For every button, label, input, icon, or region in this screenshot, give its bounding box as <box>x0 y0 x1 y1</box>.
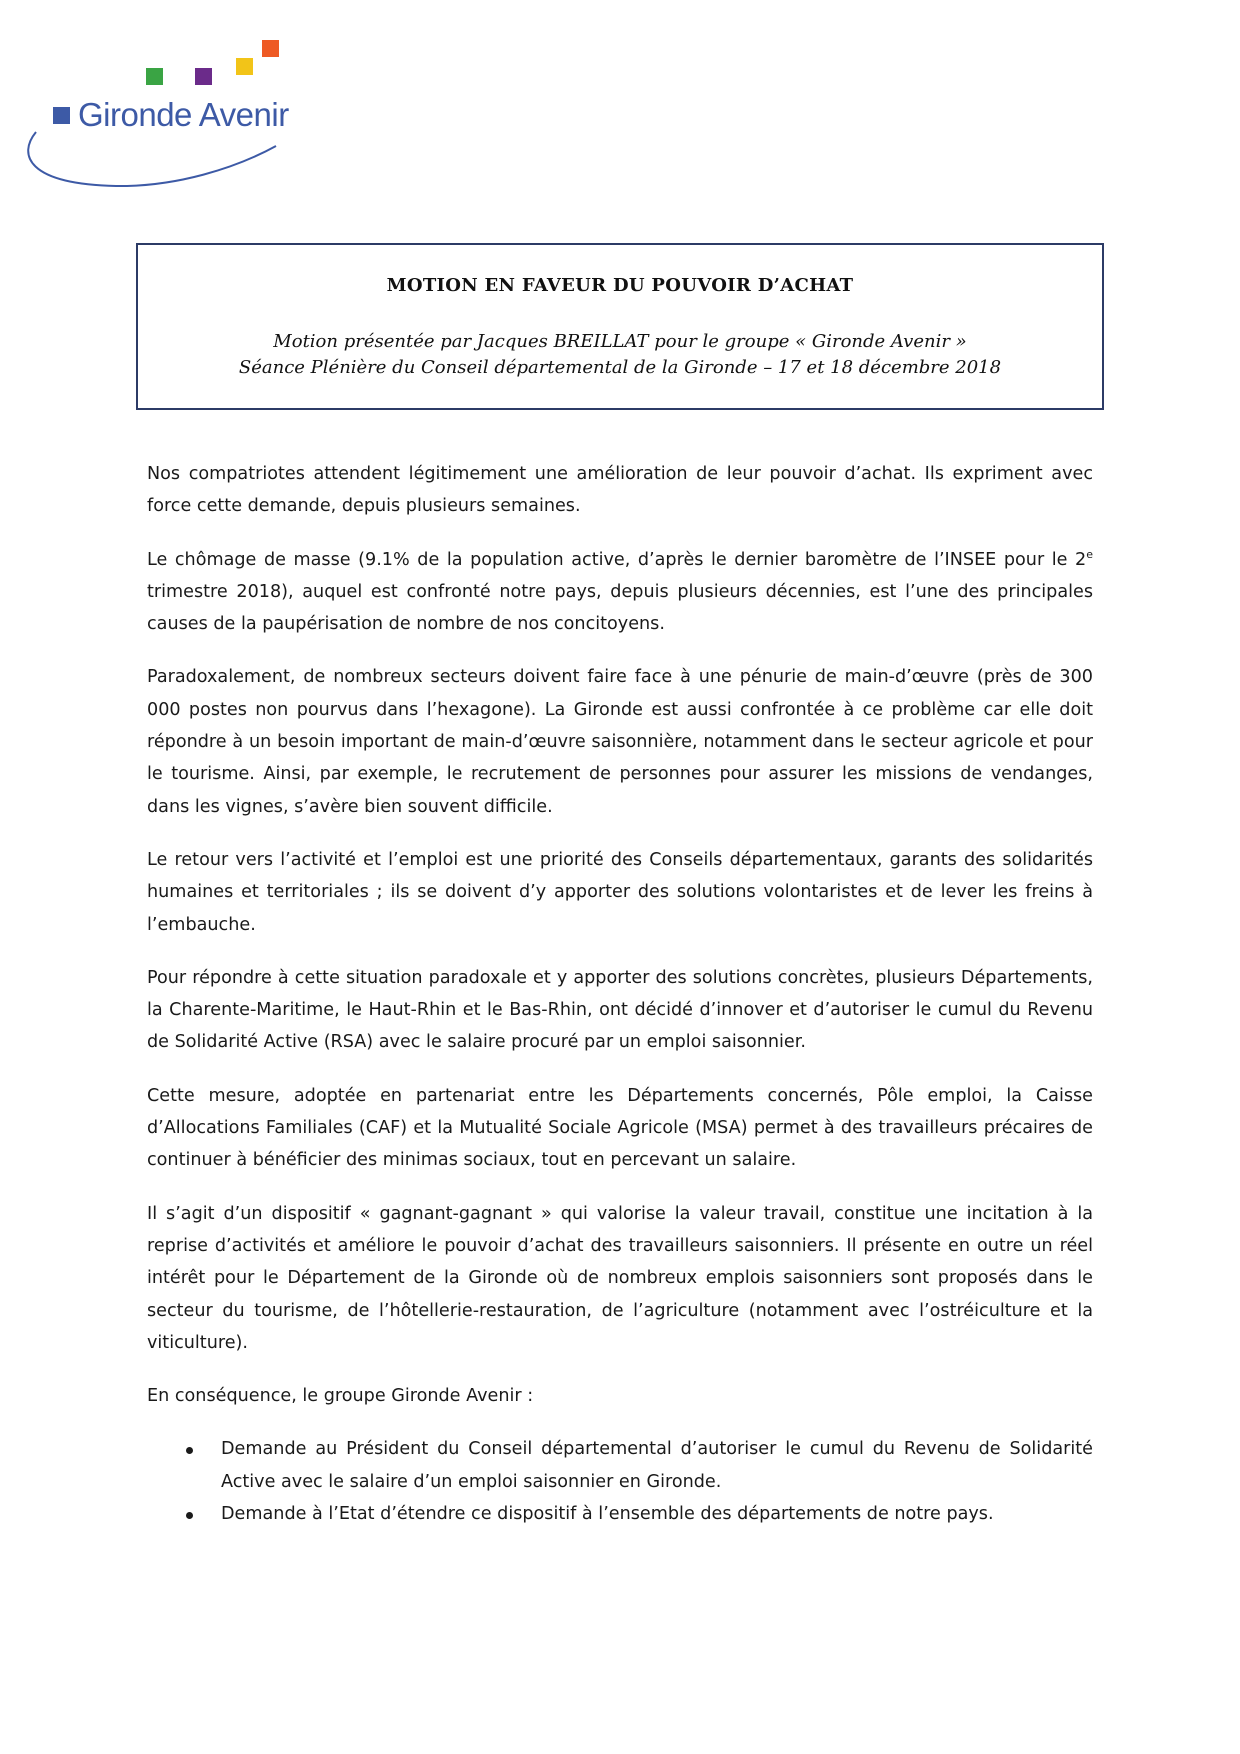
logo-square-orange <box>262 40 279 57</box>
paragraph-8: En conséquence, le groupe Gironde Avenir : <box>147 1386 534 1407</box>
bullet-icon <box>186 1447 193 1454</box>
logo-swoosh <box>28 132 276 186</box>
paragraph-2 <box>147 544 1093 641</box>
superscript: e <box>1086 547 1093 561</box>
paragraph-2-part-b: trimestre 2018), auquel est confronté notre pays, depuis plusieurs décennies, est l’une des principales causes de la paupérisation de nombre de nos concitoyens. <box>147 581 1093 635</box>
gironde-avenir-logo <box>26 36 326 206</box>
list-item-text: Demande au Président du Conseil départemental d’autoriser le cumul du Revenu de Solidarité Active avec le salaire d’un emploi saisonnier en Gironde. <box>221 1439 1093 1492</box>
paragraph-6: Cette mesure, adoptée en partenariat entre les Départements concernés, Pôle emploi, la Caisse d’Allocations Familiales (CAF) et la Mutualité Sociale Agricole (MSA) permet à des travailleurs précaires de continuer à bénéficier des minimas sociaux, tout en percevant un salaire. <box>147 1085 1093 1171</box>
document-body <box>147 458 1093 1530</box>
logo-square-blue <box>53 107 70 124</box>
list-item-text: Demande à l’Etat d’étendre ce dispositif à l’ensemble des départements de notre pays. <box>221 1504 994 1525</box>
paragraph-3: Paradoxalement, de nombreux secteurs doivent faire face à une pénurie de main-d’œuvre (près de 300 000 postes non pourvus dans l’hexagone). La Gironde est aussi confrontée à ce problème car elle doit répondre à un besoin important de main-d’œuvre saisonnière, notamment dans le secteur agricole et pour le tourisme. Ainsi, par exemple, le recrutement de personnes pour assurer les missions de vendanges, dans les vignes, s’avère bien souvent difficile. <box>147 667 1093 817</box>
list-item <box>147 1498 1093 1530</box>
subtitle-session: Séance Plénière du Conseil départemental de la Gironde – 17 et 18 décembre 2018 <box>238 357 1002 378</box>
paragraph-2-part-a: Le chômage de masse (9.1% de la population active, d’après le dernier baromètre de l’INSEE pour le 2 <box>147 549 1087 570</box>
paragraph-7: Il s’agit d’un dispositif « gagnant-gagnant » qui valorise la valeur travail, constitue une incitation à la reprise d’activités et améliore le pouvoir d’achat des travailleurs saisonniers. Il présente en outre un réel intérêt pour le Département de la Gironde où de nombreux emplois saisonniers sont proposés dans le secteur du tourisme, de l’hôtellerie-restauration, de l’agriculture (notamment avec l’ostréiculture et la viticulture). <box>147 1203 1093 1353</box>
bullet-list <box>147 1433 1093 1530</box>
page-title: MOTION EN FAVEUR DU POUVOIR D’ACHAT <box>386 275 854 296</box>
subtitle-presenter: Motion présentée par Jacques BREILLAT pour le groupe « Gironde Avenir » <box>273 331 967 352</box>
list-item <box>147 1433 1093 1498</box>
logo-square-purple <box>195 68 212 85</box>
paragraph-5: Pour répondre à cette situation paradoxale et y apporter des solutions concrètes, plusieurs Départements, la Charente-Maritime, le Haut-Rhin et le Bas-Rhin, ont décidé d’innover et d’autoriser le cumul du Revenu de Solidarité Active (RSA) avec le salaire procuré par un emploi saisonnier. <box>147 967 1093 1053</box>
bullet-icon <box>186 1512 193 1519</box>
logo-text: Gironde Avenir <box>78 96 289 133</box>
paragraph-4: Le retour vers l’activité et l’emploi est une priorité des Conseils départementaux, garants des solidarités humaines et territoriales ; ils se doivent d’y apporter des solutions volontaristes et de lever les freins à l’embauche. <box>147 849 1093 935</box>
header-box <box>136 243 1104 410</box>
paragraph-1: Nos compatriotes attendent légitimement une amélioration de leur pouvoir d’achat. Ils expriment avec force cette demande, depuis plusieurs semaines. <box>147 464 1093 517</box>
logo-square-yellow <box>236 58 253 75</box>
logo-square-green <box>146 68 163 85</box>
